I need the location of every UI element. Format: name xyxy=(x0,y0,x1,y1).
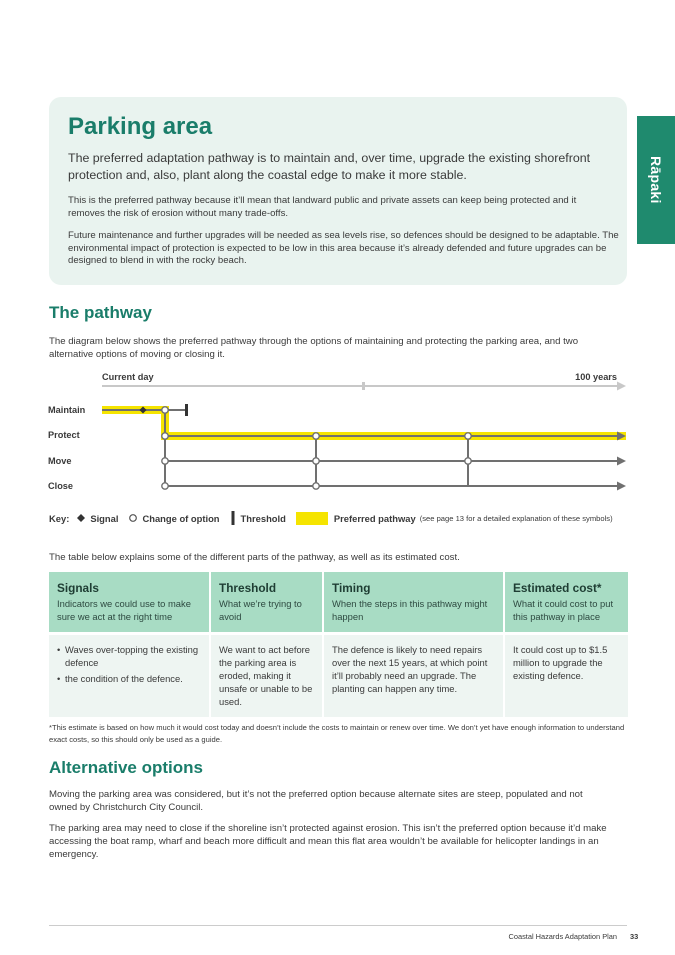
pathway-heading: The pathway xyxy=(49,303,152,322)
header-cost xyxy=(504,572,628,633)
pathway-table xyxy=(49,572,628,717)
cell-cost: It could cost up to $1.5 million to upgrade the existing defence. xyxy=(504,633,628,717)
header-subtitle: What we’re trying to avoid xyxy=(219,598,302,622)
change-node xyxy=(162,483,168,489)
header-title: Timing xyxy=(332,581,371,595)
change-node xyxy=(162,458,168,464)
alternatives-paragraph-2: The parking area may need to close if the shoreline isn’t protected against erosion. This isn’t the preferred option because it’d make accessing the boat ramp, wharf and beach more difficult and mean this flat area wouldn’t be available for helicopter landings in an emergency. xyxy=(49,823,607,860)
header-subtitle: Indicators we could use to make sure we act at the right time xyxy=(57,598,191,622)
timeline-start-label: Current day xyxy=(102,372,154,382)
cell-timing: The defence is likely to need repairs over the next 15 years, at which point it’ll probably need an upgrade. The planting can happen any time. xyxy=(323,633,504,717)
footer-divider xyxy=(49,925,627,926)
row-label-move: Move xyxy=(48,456,72,466)
header-subtitle: When the steps in this pathway might happen xyxy=(332,598,488,622)
close-arrow xyxy=(617,482,626,491)
header-title: Threshold xyxy=(219,581,277,595)
table-header-row xyxy=(49,572,628,633)
header-timing xyxy=(323,572,504,633)
alternatives-paragraph-1: Moving the parking area was considered, but it’s not the preferred option because alternate sites are steep, populated and not owned by Christchurch City Council. xyxy=(49,789,583,813)
key-preferred: Preferred pathway xyxy=(333,512,416,524)
intro-lead: The preferred adaptation pathway is to maintain and, over time, upgrade the existing shorefront protection and, also, plant along the coastal edge to make it more stable. xyxy=(68,151,591,182)
row-label-close: Close xyxy=(48,481,74,491)
page-title: Parking area xyxy=(68,113,213,140)
key-change: Change of option xyxy=(142,512,220,524)
preferred-pathway-highlight xyxy=(102,410,626,436)
timeline-midpoint xyxy=(362,382,365,390)
table-intro: The table below explains some of the different parts of the pathway, as well as its estimated cost. xyxy=(49,552,460,563)
move-arrow xyxy=(617,457,626,466)
footer-doc-title: Coastal Hazards Adaptation Plan xyxy=(508,932,617,941)
pathway-description: The diagram below shows the preferred pathway through the options of maintaining and protecting the parking area, and two alternative options of moving or closing it. xyxy=(49,336,579,360)
intro-paragraph-1: This is the preferred pathway because it’ll mean that landward public and private assets can keep being protected and it removes the risk of erosion without many trade-offs. xyxy=(68,195,577,219)
footnote: *This estimate is based on how much it would cost today and doesn’t include the costs to maintain or renew over time. We don’t yet have enough information to understand exact costs, so this should only be used as a guide. xyxy=(49,723,625,744)
diagram-key xyxy=(49,511,613,525)
table-row xyxy=(49,633,628,717)
key-label: Key: xyxy=(49,512,70,524)
change-node xyxy=(162,433,168,439)
preferred-key-swatch xyxy=(296,512,328,525)
signals-list xyxy=(57,643,203,685)
change-key-icon xyxy=(127,512,139,524)
intro-paragraph-2: Future maintenance and further upgrades will be needed as sea levels rise, so defences should be designed to be adaptable. The environmental impact of protection is expected to be low in this area because it’s already defended and future upgrades can be designed to blend in with the rocky beach. xyxy=(68,230,619,267)
list-item: • the condition of the defence. xyxy=(57,672,203,685)
row-label-maintain: Maintain xyxy=(48,405,86,415)
header-subtitle: What it could cost to put this pathway in place xyxy=(513,598,614,622)
timeline-arrow xyxy=(617,382,626,391)
header-title: Estimated cost* xyxy=(513,581,602,595)
key-note: (see page 13 for a detailed explanation of these symbols) xyxy=(419,513,613,523)
header-threshold xyxy=(210,572,323,633)
key-threshold: Threshold xyxy=(240,512,286,524)
page-number: 33 xyxy=(630,932,639,941)
key-signal: Signal xyxy=(90,512,119,524)
change-node xyxy=(313,483,319,489)
alternatives-heading: Alternative options xyxy=(49,758,203,777)
header-signals xyxy=(49,572,210,633)
threshold-key-icon xyxy=(229,511,237,525)
change-node xyxy=(465,458,471,464)
cell-threshold: We want to act before the parking area is eroded, making it unsafe or unable to be used. xyxy=(210,633,323,717)
row-label-protect: Protect xyxy=(48,430,80,440)
section-tab-label: Rāpaki xyxy=(648,156,664,204)
cell-signals xyxy=(49,633,210,717)
change-node xyxy=(465,433,471,439)
list-item: • Waves over-topping the existing defence xyxy=(57,643,203,669)
header-title: Signals xyxy=(57,581,99,595)
section-tab xyxy=(637,116,675,244)
change-node xyxy=(162,407,168,413)
timeline-end-label: 100 years xyxy=(575,372,617,382)
maintain-threshold xyxy=(185,404,188,416)
change-node xyxy=(313,433,319,439)
signal-key-icon xyxy=(75,512,87,524)
change-node xyxy=(313,458,319,464)
pathway-diagram xyxy=(46,368,630,496)
